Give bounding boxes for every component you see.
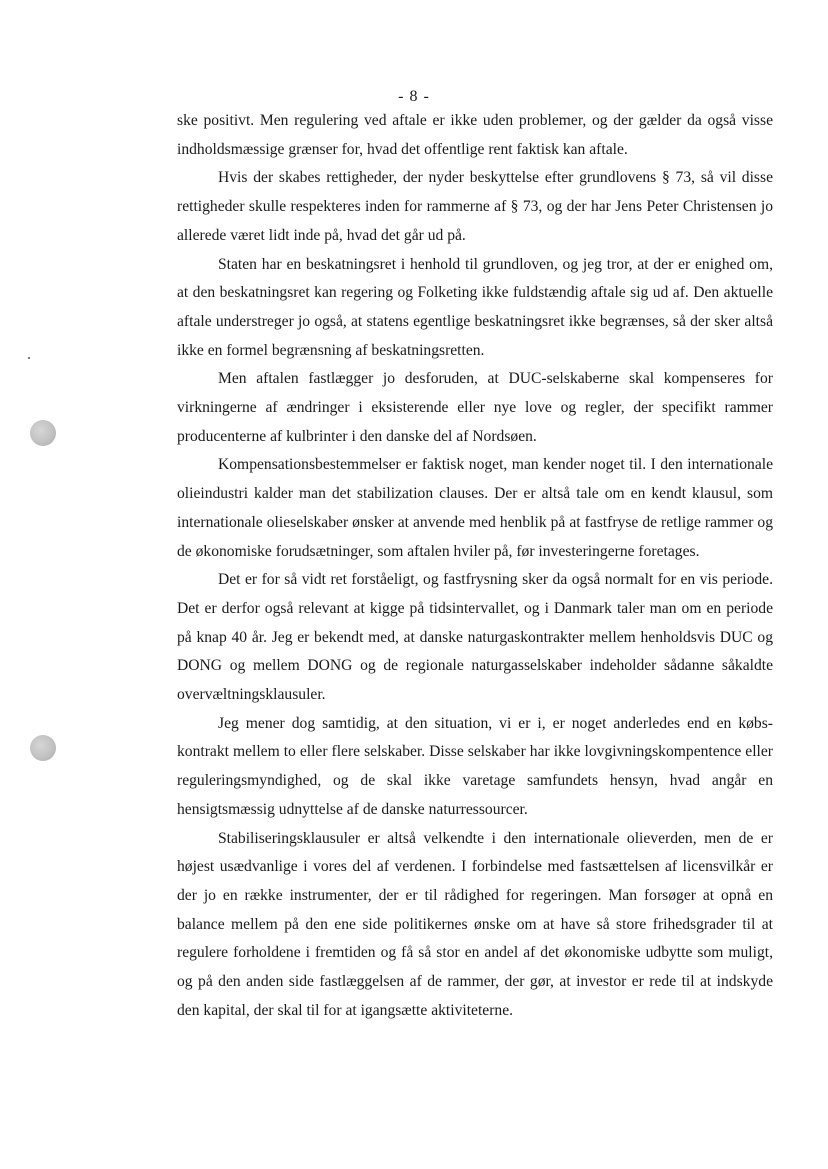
paragraph: Stabiliseringsklausuler er altså velkendte i den internationale olieverden, men de er højest usædvanlige i vores del af verdenen. I forbindelse med fastsættelsen af licensvilkår er der jo en række instrumenter, der er til rådighed for regeringen. Man forsøger at opnå en balance mellem på den ene side politikernes ønske om at have så store frihedsgrader til at regulere forholdene i fremtiden og få så stor en andel af det økonomiske udbytte som muligt, og på den anden side fastlæggelsen af de rammer, der gør, at investor er rede til at indskyde den kapital, der skal til for at igangsætte aktiviteterne. (177, 829, 773, 1019)
scan-speck (28, 357, 30, 359)
paragraph: Det er for så vidt ret forståeligt, og fastfrysning sker da også normalt for en vis periode. Det er derfor også relevant at kigge på tidsintervallet, og i Danmark taler man om en periode på knap 40 år. Jeg er bekendt med, at danske naturgaskontrakter mellem henholdsvis DUC og DONG og mellem DONG og de regionale naturgasselskaber indeholder sådanne såkaldte overvæltningsklausuler. (177, 571, 773, 704)
paragraph: Men aftalen fastlægger jo desforuden, at DUC-selskaberne skal kompenseres for virkningerne af ændringer i eksisterende eller nye love og regler, der specifikt rammer producenterne af kulbrinter i den danske del af Nordsøen. (177, 370, 773, 445)
paragraph: Kompensationsbestemmelser er faktisk noget, man kender noget til. I den internationale olieindustri kalder man det stabilization clauses. Der er altså tale om en kendt klausul, som internationale olieselskaber ønsker at anvende med henblik på at fastfryse de retlige rammer og de økonomiske forudsætninger, som aftalen hviler på, før investeringerne foretages. (177, 456, 773, 560)
paragraph: Staten har en beskatningsret i henhold til grundloven, og jeg tror, at der er enighed om, at den beskatningsret kan regering og Folketing ikke fuldstændig aftale sig ud af. Den aktuelle aftale understreger jo også, at statens egentlige beskatningsret ikke begrænses, så der sker altså ikke en formel begrænsning af beskatningsretten. (177, 255, 773, 359)
paragraph: Hvis der skabes rettigheder, der nyder beskyttelse efter grundlovens § 73, så vil disse rettigheder skulle respekteres inden for rammerne af § 73, og der har Jens Peter Christensen jo allerede været lidt inde på, hvad det går ud på. (177, 169, 773, 244)
paragraph-continuation: ske positivt. Men regulering ved aftale er ikke uden problemer, og der gælder da også visse indholdsmæssige grænser for, hvad det offentlige rent faktisk kan aftale. (177, 112, 773, 158)
punch-hole-top (30, 420, 56, 446)
page-number: - 8 - (398, 88, 430, 105)
paragraph: Jeg mener dog samtidig, at den situation, vi er i, er noget anderledes end en købskontrakt mellem to eller flere selskaber. Disse selskaber har ikke lovgivningskompentence eller reguleringsmyndighed, og de skal ikke varetage samfundets hensyn, hvad angår en hensigtsmæssig udnyttelse af de danske naturressourcer. (177, 714, 773, 818)
punch-hole-bottom (30, 735, 56, 761)
document-body (177, 107, 773, 1026)
